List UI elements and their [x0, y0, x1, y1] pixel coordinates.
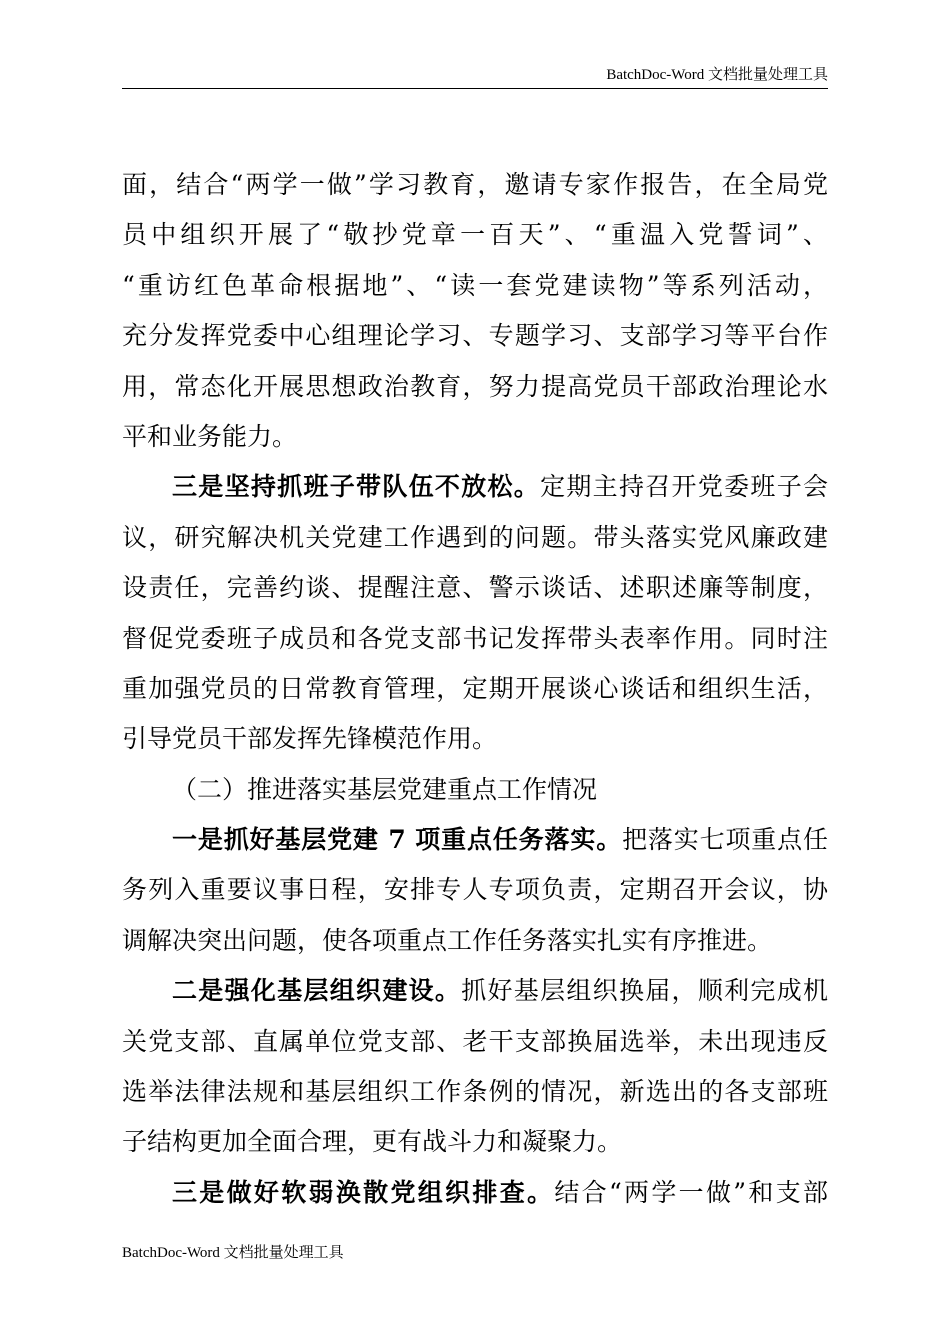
- text-line: “重访红色革命根据地”、“读一套党建读物”等系列活动，: [122, 270, 828, 300]
- paragraph-lead-text: 结合“两学一做”和支部: [554, 1177, 828, 1207]
- document-body: [122, 160, 828, 1218]
- text-line: 务列入重要议事日程，安排专人专项负责，定期召开会议，协: [122, 875, 828, 905]
- paragraph-lead-text: 定期主持召开党委班子会: [540, 472, 828, 502]
- text-line: 面，结合“两学一做”学习教育，邀请专家作报告，在全局党: [122, 170, 828, 199]
- text-line: 督促党委班子成员和各党支部书记发挥带头表率作用。同时注: [122, 623, 828, 653]
- paragraph-lead-bold: 二是强化基层组织建设。: [172, 976, 462, 1006]
- paragraph-lead-bold: 一是抓好基层党建 7 项重点任务落实。: [172, 825, 623, 855]
- text-line: 调解决突出问题，使各项重点工作任务落实扎实有序推进。: [122, 925, 773, 955]
- header-divider: [122, 88, 828, 89]
- text-line: 议，研究解决机关党建工作遇到的问题。带头落实党风廉政建: [122, 522, 828, 552]
- text-line: 选举法律法规和基层组织工作条例的情况，新选出的各支部班: [122, 1077, 828, 1107]
- paragraph-lead-text: 抓好基层组织换届，顺利完成机: [461, 976, 828, 1006]
- text-line: 引导党员干部发挥先锋模范作用。: [122, 724, 498, 754]
- section-heading: （二）推进落实基层党建重点工作情况: [172, 774, 598, 804]
- paragraph-first-line: [122, 462, 828, 512]
- paragraph-first-line: [122, 1168, 828, 1218]
- paragraph-first-line: [122, 966, 828, 1016]
- text-line: 员中组织开展了“敬抄党章一百天”、“重温入党誓词”、: [122, 220, 828, 250]
- paragraph-lead-text: 把落实七项重点任: [622, 825, 828, 855]
- text-line: 用，常态化开展思想政治教育，努力提高党员干部政治理论水: [122, 371, 828, 401]
- text-line: 充分发挥党委中心组理论学习、专题学习、支部学习等平台作: [122, 321, 828, 351]
- paragraph-lead-bold: 三是做好软弱涣散党组织排查。: [172, 1177, 555, 1207]
- text-line: 关党支部、直属单位党支部、老干支部换届选举，未出现违反: [122, 1026, 828, 1056]
- text-line: 设责任，完善约谈、提醒注意、警示谈话、述职述廉等制度，: [122, 573, 828, 603]
- text-line: 子结构更加全面合理，更有战斗力和凝聚力。: [122, 1127, 623, 1157]
- text-line: 重加强党员的日常教育管理，定期开展谈心谈话和组织生活，: [122, 673, 828, 703]
- paragraph-first-line: [122, 815, 828, 865]
- page-footer: BatchDoc-Word 文档批量处理工具: [122, 1245, 344, 1261]
- page-header: BatchDoc-Word 文档批量处理工具: [606, 67, 828, 83]
- text-line: 平和业务能力。: [122, 421, 298, 451]
- paragraph-lead-bold: 三是坚持抓班子带队伍不放松。: [172, 472, 541, 502]
